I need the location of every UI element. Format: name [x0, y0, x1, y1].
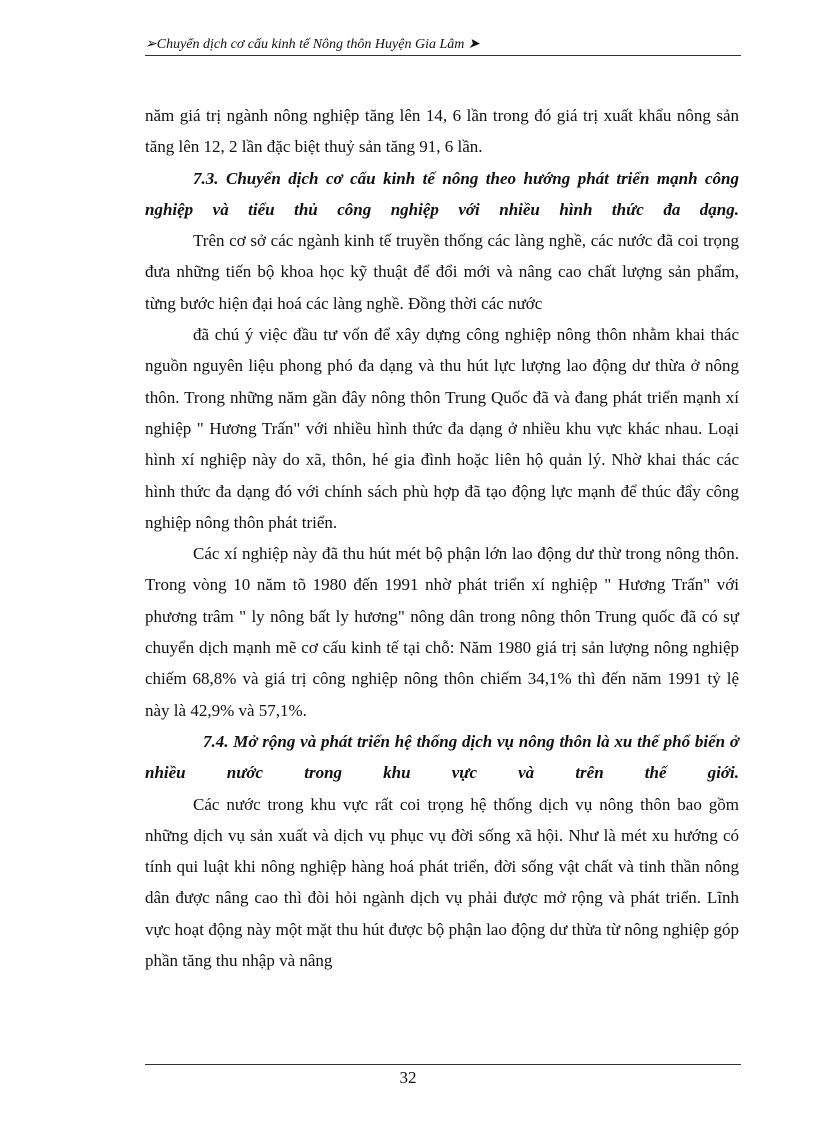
page-number: 32 — [399, 1068, 417, 1087]
page-body — [145, 100, 739, 976]
section-heading-7-3: 7.3. Chuyển dịch cơ cấu kinh tế nông theo hướng phát triển mạnh công nghiệp và tiểu thủ công nghiệp với nhiều hình thức đa dạng. — [145, 168, 739, 219]
paragraph-rural-industry: đã chú ý việc đầu tư vốn để xây dựng công nghiệp nông thôn nhằm khai thác nguồn nguyên liệu phong phó đa dạng và thu hút lực lượng lao động dư thừa ở nông thôn. Trong những năm gần đây nông thôn Trung Quốc đã và đang phát triển mạnh xí nghiệp " Hương Trấn" với nhiều hình thức đa dạng ở nhiều khu vực khác nhau. Loại hình xí nghiệp này do xã, thôn, hé gia đình hoặc liên hộ quản lý. Nhờ khai thác các hình thức đa dạng đó với chính sách phù hợp đã tạo động lực mạnh để thúc đẩy công nghiệp nông thôn phát triển. — [145, 325, 739, 532]
footer-divider — [145, 1064, 741, 1065]
section-heading-7-4: 7.4. Mở rộng và phát triển hệ thống dịch vụ nông thôn là xu thế phổ biến ở nhiều nước trong khu vực và trên thế giới. — [145, 731, 739, 783]
paragraph-traditional-crafts: Trên cơ sở các ngành kinh tế truyền thống các làng nghề, các nước đã coi trọng đưa những tiến bộ khoa học kỹ thuật để đổi mới và nâng cao chất lượng sản phẩm, từng bước hiện đại hoá các làng nghề. Đồng thời các nước — [145, 231, 739, 313]
paragraph-rural-services: Các nước trong khu vực rất coi trọng hệ thống dịch vụ nông thôn bao gồm những dịch vụ sản xuất và dịch vụ phục vụ đời sống xã hội. Như là mét xu hướng có tính qui luật khi nông nghiệp hàng hoá phát triển, đời sống vật chất và tinh thần nông dân được nâng cao thì đòi hỏi ngành dịch vụ phải được mở rộng và phát triển. Lĩnh vực hoạt động này một mặt thu hút được bộ phận lao động dư thừa từ nông nghiệp góp phần tăng thu nhập và nâng — [145, 794, 739, 971]
paragraph-huong-tran: Các xí nghiệp này đã thu hút mét bộ phận lớn lao động dư thừ trong nông thôn. Trong vòng 10 năm tõ 1980 đến 1991 nhờ phát triển xí nghiệp " Hương Trấn" với phương trâm " ly nông bất ly hương" nông dân trong nông thôn Trung quốc đã có sự chuyển dịch mạnh mẽ cơ cấu kinh tế tại chỗ: Năm 1980 giá trị sản lượng nông nghiệp chiếm 68,8% và giá trị công nghiệp nông thôn chiếm 34,1% thì đến năm 1991 tỷ lệ này là 42,9% và 57,1%. — [145, 544, 739, 720]
running-header: ➢Chuyển dịch cơ cấu kinh tế Nông thôn Huyện Gia Lâm ➤ — [145, 36, 741, 56]
paragraph-continuation: năm giá trị ngành nông nghiệp tăng lên 14, 6 lần trong đó giá trị xuất khẩu nông sản tăng lên 12, 2 lần đặc biệt thuỷ sản tăng 91, 6 lần. — [145, 106, 739, 157]
